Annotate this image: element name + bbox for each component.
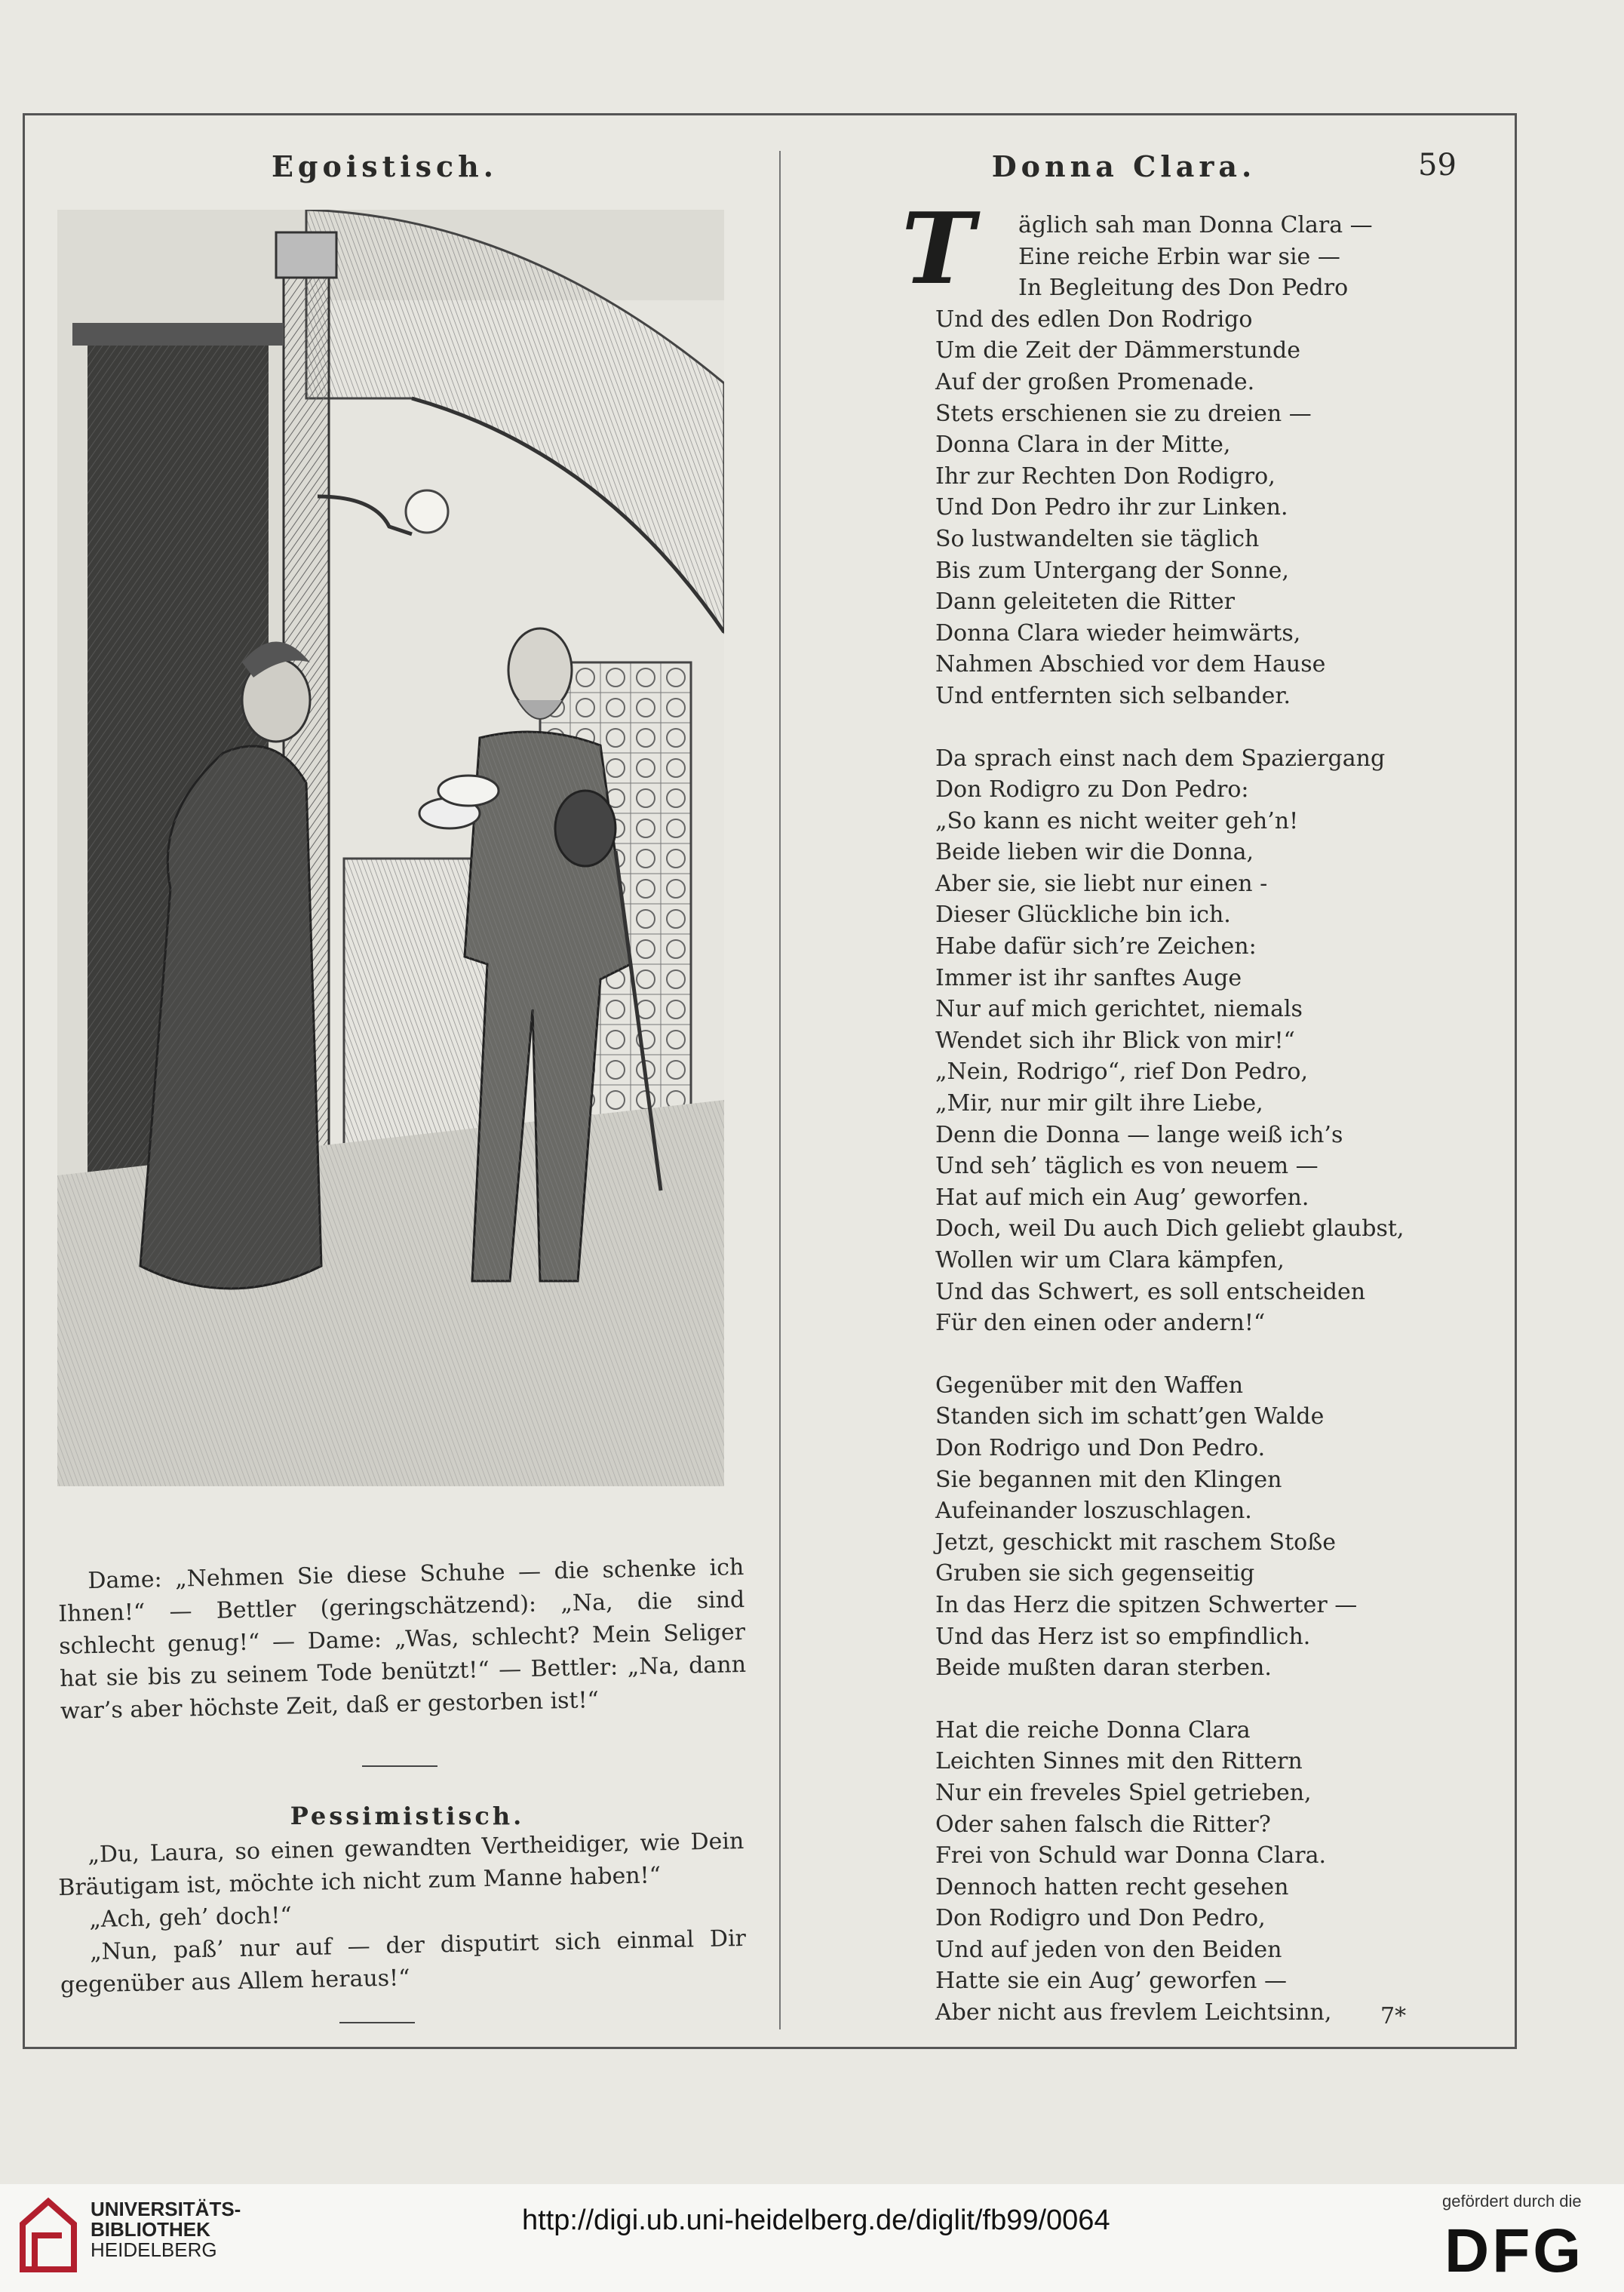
poem-line: Aufeinander loszuschlagen. [935, 1498, 1252, 1525]
drop-cap-initial: T [901, 191, 975, 306]
document-url-link[interactable]: http://digi.ub.uni-heidelberg.de/diglit/fb99/0064 [522, 2204, 1110, 2236]
poem-line: Habe dafür sich’re Zeichen: [935, 933, 1257, 960]
pessimistisch-text [57, 1825, 747, 2002]
poem-line: Eine reiche Erbin war sie — [1018, 243, 1340, 270]
university-logo-icon[interactable] [17, 2194, 80, 2277]
poem-line: Aber nicht aus frevlem Leichtsinn, [935, 1999, 1332, 2026]
poem-line: Wendet sich ihr Blick von mir!“ [935, 1027, 1295, 1054]
poem-line: Gegenüber mit den Waffen [935, 1372, 1244, 1399]
poem-stanza-2 [935, 743, 1509, 1339]
poem-line: Nahmen Abschied vor dem Hause [935, 651, 1326, 678]
dfg-logo[interactable]: DFG [1444, 2217, 1585, 2285]
poem-line: Ihr zur Rechten Don Rodigro, [935, 462, 1276, 490]
poem-line: Don Rodigro und Don Pedro, [935, 1905, 1266, 1932]
poem-line: Don Rodigro zu Don Pedro: [935, 776, 1249, 803]
poem-line: Denn die Donna — lange weiß ich’s [935, 1121, 1343, 1148]
pessimistisch-paragraph: „Ach, geh’ doch!“ [88, 1902, 293, 1934]
poem-line: Auf der großen Promenade. [935, 368, 1255, 395]
poem-line: So lustwandelten sie täglich [935, 525, 1260, 552]
pessimistisch-paragraph: „Nun, paß’ nur auf — der disputirt sich einmal Dir gegenüber aus Allem heraus!“ [60, 1925, 747, 1999]
poem-line: Bis zum Untergang der Sonne, [935, 557, 1289, 584]
university-name-line: UNIVERSITÄTS- [91, 2198, 241, 2220]
end-rule [339, 2022, 415, 2023]
poem-line: In das Herz die spitzen Schwerter — [935, 1591, 1358, 1618]
section-heading-pessimistisch: Pessimistisch. [290, 1802, 525, 1830]
poem-line: Und das Herz ist so empfindlich. [935, 1623, 1311, 1650]
poem-line: Für den einen oder andern!“ [935, 1310, 1266, 1337]
poem-stanza-3 [935, 1370, 1509, 1684]
university-name-line: BIBLIOTHEK [91, 2218, 210, 2241]
poem-donna-clara [901, 191, 1509, 2060]
poem-line: Frei von Schuld war Donna Clara. [935, 1842, 1327, 1870]
right-column-title: Donna Clara. [991, 149, 1257, 183]
poem-line: Nur ein freveles Spiel getrieben, [935, 1779, 1312, 1806]
poem-line: Hat auf mich ein Aug’ geworfen. [935, 1184, 1309, 1211]
signature-mark: 7* [1380, 2003, 1407, 2029]
poem-stanza-4 [935, 1715, 1509, 2029]
poem-line: Hatte sie ein Aug’ geworfen — [935, 1968, 1287, 1995]
poem-line: Oder sahen falsch die Ritter? [935, 1811, 1271, 1838]
poem-line: „Nein, Rodrigo“, rief Don Pedro, [935, 1058, 1309, 1086]
poem-line: äglich sah man Donna Clara — [1018, 212, 1373, 238]
left-column-title: Egoistisch. [271, 149, 499, 183]
poem-line: Doch, weil Du auch Dich geliebt glaubst, [935, 1215, 1404, 1243]
poem-line: Stets erschienen sie zu dreien — [935, 400, 1312, 427]
pessimistisch-paragraph: „Du, Laura, so einen gewandten Vertheidiger, wie Dein Bräutigam ist, möchte ich nicht zum Manne haben!“ [57, 1827, 744, 1901]
column-divider [779, 151, 781, 2029]
footer-bar [0, 2184, 1624, 2292]
poem-stanza-1 [935, 210, 1509, 712]
poem-line: Und seh’ täglich es von neuem — [935, 1153, 1319, 1180]
poem-line: Gruben sie sich gegenseitig [935, 1560, 1255, 1587]
university-name[interactable] [91, 2199, 241, 2260]
poem-line: Beide mußten daran sterben. [935, 1654, 1272, 1682]
poem-line: Leichten Sinnes mit den Rittern [935, 1748, 1303, 1775]
poem-line: Donna Clara wieder heimwärts, [935, 619, 1301, 647]
university-name-line: HEIDELBERG [91, 2238, 217, 2261]
poem-line: Und Don Pedro ihr zur Linken. [935, 494, 1288, 521]
poem-line: Und auf jeden von den Beiden [935, 1936, 1282, 1963]
caption-text: Dame: „Nehmen Sie diese Schuhe — die schenke ich Ihnen!“ — Bettler (geringschätzend): „Na, die sind schlecht genug!“ — Dame: „Was, schlecht? Mein Seliger hat sie bis zu seinem Tode benützt!“ — Bettler: „Na, dann war’s aber höchste Zeit, daß er gestorben ist!“ [57, 1553, 747, 1725]
poem-line: Standen sich im schatt’gen Walde [935, 1403, 1325, 1430]
poem-line: Nur auf mich gerichtet, niemals [935, 996, 1303, 1023]
funded-by-label: gefördert durch die [1442, 2192, 1582, 2211]
poem-line: Sie begannen mit den Klingen [935, 1466, 1282, 1493]
poem-line: Dann geleiteten die Ritter [935, 588, 1235, 616]
poem-line: Donna Clara in der Mitte, [935, 432, 1231, 459]
poem-line: Jetzt, geschickt mit raschem Stoße [935, 1529, 1336, 1556]
poem-line: „Mir, nur mir gilt ihre Liebe, [935, 1090, 1263, 1117]
poem-line: Dennoch hatten recht gesehen [935, 1873, 1289, 1900]
engraving-illustration [57, 210, 724, 1486]
poem-line: Aber sie, sie liebt nur einen - [935, 870, 1268, 897]
poem-line: In Begleitung des Don Pedro [1018, 275, 1349, 302]
section-divider-rule [362, 1765, 437, 1767]
poem-line: Beide lieben wir die Donna, [935, 839, 1254, 866]
poem-line: Und entfernten sich selbander. [935, 682, 1291, 709]
poem-line: Um die Zeit der Dämmerstunde [935, 337, 1300, 364]
poem-line: Und des edlen Don Rodrigo [935, 306, 1253, 333]
poem-line: Don Rodrigo und Don Pedro. [935, 1434, 1266, 1461]
page-number: 59 [1418, 148, 1457, 183]
poem-line: Immer ist ihr sanftes Auge [935, 964, 1242, 991]
poem-line: „So kann es nicht weiter geh’n! [935, 807, 1299, 834]
poem-line: Da sprach einst nach dem Spaziergang [935, 745, 1386, 772]
poem-line: Und das Schwert, es soll entscheiden [935, 1278, 1366, 1305]
poem-line: Hat die reiche Donna Clara [935, 1716, 1251, 1744]
poem-line: Dieser Glückliche bin ich. [935, 902, 1231, 929]
illustration-caption [57, 1551, 747, 1728]
poem-line: Wollen wir um Clara kämpfen, [935, 1247, 1285, 1274]
